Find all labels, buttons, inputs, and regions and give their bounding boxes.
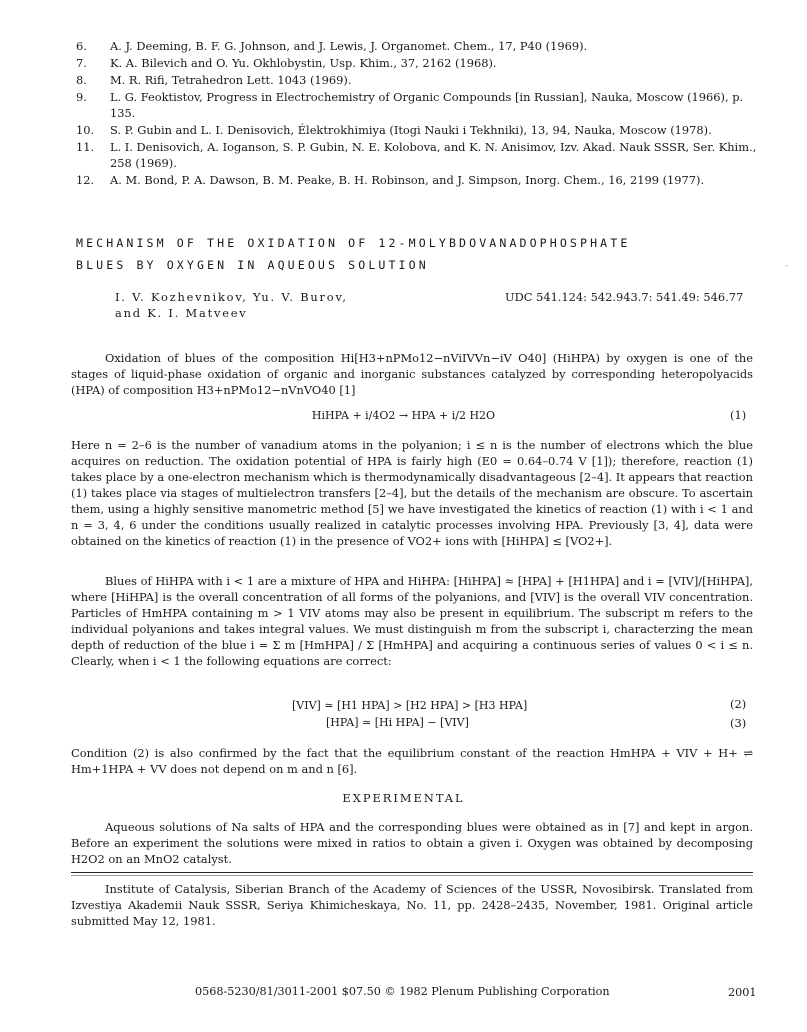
reference-item (76, 172, 766, 188)
reference-item (76, 72, 766, 88)
reference-text: S. P. Gubin and L. I. Denisovich, Élektrokhimiya (Itogi Nauki i Tekhniki), 13, 94, Nauka, Moscow (1978). (110, 123, 712, 137)
reference-item (76, 122, 766, 138)
equation-3: [HPA] ≃ [Hi HPA] − [VIV] (326, 716, 469, 729)
article-title-line-2: BLUES BY OXYGEN IN AQUEOUS SOLUTION (76, 258, 429, 272)
reference-number: 12. (76, 173, 95, 187)
reference-text: M. R. Rifi, Tetrahedron Lett. 1043 (1969). (110, 73, 352, 87)
paragraph-body-2: Blues of HiHPA with i < 1 are a mixture of HPA and HiHPA: [HiHPA] ≈ [HPA] + [H1HPA] and i = [VIV]/[HiHPA], where [HiHPA] is the overall concentration of all forms of the polyanions, and [VIV] is the overall VIV concentration. Particles of HmHPA containing m > 1 VIV atoms may also be present in equilibrium. The subscript m refers to the individual polyanions and takes integral values. We must distinguish m from the subscript i, characterzing the mean depth of reduction of the blue i = Σ m [HmHPA] / Σ [HmHPA] and acquiring a continuous series of values 0 < i ≤ n. Clearly, when i < 1 the following equations are correct: (71, 574, 753, 668)
reference-text: A. J. Deeming, B. F. G. Johnson, and J. Lewis, J. Organomet. Chem., 17, P40 (1969). (110, 39, 588, 53)
reference-item (76, 55, 766, 71)
page-number: 2001 (728, 986, 757, 999)
paragraph-body-1: Here n = 2–6 is the number of vanadium atoms in the polyanion; i ≤ n is the number of electrons which the blue acquires on reduction. The oxidation potential of HPA is fairly high (E0 = 0.64–0.74 V [1]); therefore, reaction (1) takes place by a one-electron mechanism which is thermodynamically disadvantageous [2–4]. It appears that reaction (1) takes place via stages of multielectron transfers [2–4], but the details of the mechanism are obscure. To ascertain them, using a highly sensitive manometric method [5] we have investigated the kinetics of reaction (1) with i < 1 and n = 3, 4, 6 under the conditions usually realized in catalytic processes involving HPA. Previously [3, 4], data were obtained on the kinetics of reaction (1) in the presence of VO2+ ions with [HiHPA] ≤ [VO2+]. (71, 438, 753, 548)
article-title-line-1: MECHANISM OF THE OXIDATION OF 12-MOLYBDOVANADOPHOSPHATE (76, 236, 631, 250)
reference-item (76, 38, 766, 54)
reference-item (76, 89, 766, 121)
equation-1-number: (1) (730, 408, 747, 422)
authors (115, 289, 348, 321)
reference-number: 7. (76, 56, 87, 70)
authors-line-2: and K. I. Matveev (115, 306, 248, 320)
reference-item (76, 139, 766, 171)
equation-2: [VIV] ≃ [H1 HPA] > [H2 HPA] > [H3 HPA] (292, 699, 528, 712)
equation-2-number: (2) (730, 697, 747, 711)
reference-text: L. G. Feoktistov, Progress in Electrochemistry of Organic Compounds [in Russian], Nauka, Moscow (1966), p. 135. (110, 90, 744, 120)
footnote-divider-faint (71, 875, 753, 876)
reference-number: 10. (76, 123, 95, 137)
publisher-footer: 0568-5230/81/3011-2001 $07.50 © 1982 Plenum Publishing Corporation (195, 985, 610, 998)
reference-number: 11. (76, 140, 95, 154)
reference-number: 8. (76, 73, 87, 87)
reference-text: K. A. Bilevich and O. Yu. Okhlobystin, Usp. Khim., 37, 2162 (1968). (110, 56, 497, 70)
reference-number: 9. (76, 90, 87, 104)
footnote: Institute of Catalysis, Siberian Branch of the Academy of Sciences of the USSR, Novosibirsk. Translated from Izvestiya Akademii Nauk SSSR, Seriya Khimicheskaya, No. 11, pp. 2428–2435, November, 1981. Original article submitted May 12, 1981. (71, 882, 753, 928)
reference-list (76, 38, 766, 189)
reference-text: L. I. Denisovich, A. Ioganson, S. P. Gubin, N. E. Kolobova, and K. N. Anisimov, Izv. Akad. Nauk SSSR, Ser. Khim., 258 (1969). (110, 140, 757, 170)
equation-3-number: (3) (730, 716, 747, 730)
footnote-divider (71, 872, 753, 873)
paragraph-intro: Oxidation of blues of the composition Hi[H3+nPMo12−nViIVVn−iV O40] (HiHPA) by oxygen is one of the stages of liquid-phase oxidation of organic and inorganic substances catalyzed by corresponding heteropolyacids (HPA) of composition H3+nPMo12−nVnVO40 [1] (71, 351, 753, 397)
udc-code: UDC 541.124: 542.943.7: 541.49: 546.77 (505, 290, 744, 304)
equation-1: HiHPA + i/4O2 → HPA + i/2 H2O (311, 409, 496, 422)
paragraph-experimental: Aqueous solutions of Na salts of HPA and the corresponding blues were obtained as in [7] and kept in argon. Before an experiment the solutions were mixed in ratios to obtain a given i. Oxygen was obtained by decomposing H2O2 on an MnO2 catalyst. (71, 820, 753, 866)
margin-mark: ˎ (785, 256, 789, 267)
section-heading-experimental: EXPERIMENTAL (342, 791, 465, 805)
paragraph-body-3: Condition (2) is also confirmed by the fact that the equilibrium constant of the reaction HmHPA + VIV + H+ ⇌ Hm+1HPA + VV does not depend on m and n [6]. (71, 746, 753, 776)
authors-line-1: I. V. Kozhevnikov, Yu. V. Burov, (115, 290, 348, 304)
reference-number: 6. (76, 39, 87, 53)
reference-text: A. M. Bond, P. A. Dawson, B. M. Peake, B. H. Robinson, and J. Simpson, Inorg. Chem., 16, 2199 (1977). (110, 173, 705, 187)
